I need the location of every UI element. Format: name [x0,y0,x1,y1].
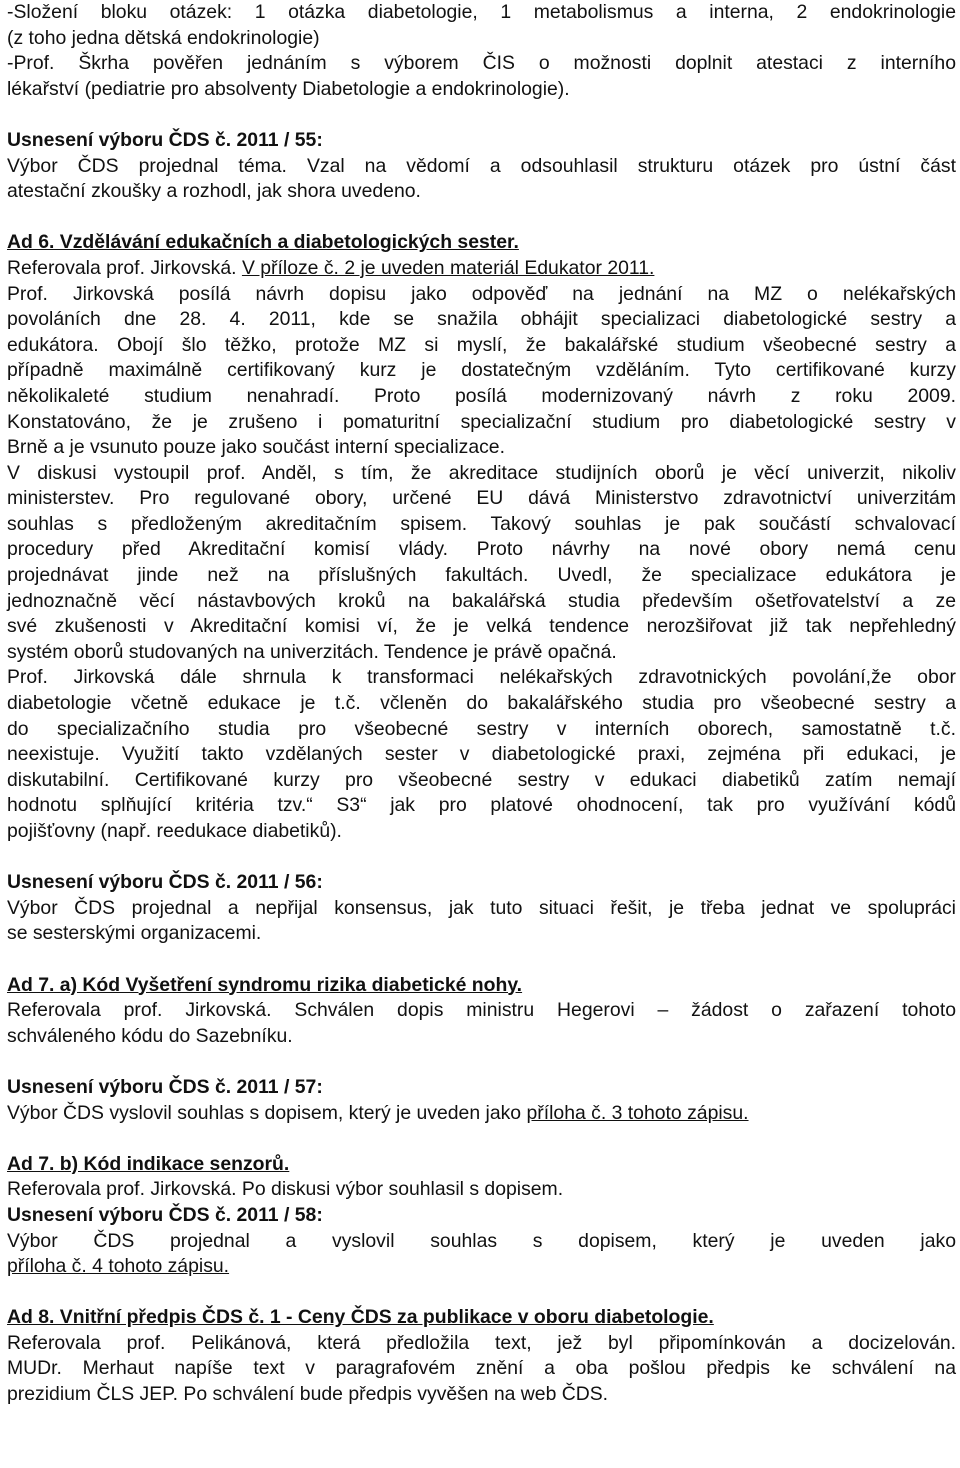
text-line: Výbor ČDS projednal a vyslovil souhlas s dopisem, který je uveden jako [7,1229,956,1252]
text-line: jednoznačně věcí nástavbových kroků na bakalářská studia především ošetřovatelství a ze [7,589,956,612]
text-line: (z toho jedna dětská endokrinologie) [7,26,320,49]
reference-text: Referovala prof. Jirkovská. [7,256,242,279]
text-line: projednávat jinde než na příslušných fakultách. Uvedl, že specializace edukátora je [7,564,956,587]
agenda-item-8 [7,1305,956,1407]
text-line: procedury před Akreditační komisí vlády. Proto návrhy na nové obory nemá cenu [7,538,956,561]
text-line: Brně a je vsunuto pouze jako součást interní specializace. [7,436,505,459]
text-line: Referovala prof. Pelikánová, která předložila text, jež byl připomínkován a docizelován. [7,1331,956,1354]
text-line: atestační zkoušky a rozhodl, jak shora uvedeno. [7,180,421,203]
resolution-56 [7,870,956,947]
text-line: Prof. Jirkovská posílá návrh dopisu jako odpověď na jednání na MZ o nelékařských [7,282,956,305]
text-line: V diskusi vystoupil prof. Anděl, s tím, že akreditace studijních oborů je věcí univerzit, nikoliv [7,461,956,484]
text-line: edukátora. Obojí šlo těžko, protože MZ si myslí, že bakalářské studium všeobecné sestry a [7,333,956,356]
text-line: systém oborů studovaných na univerzitách. Tendence je právě opačná. [7,640,617,663]
intro-paragraph [7,0,956,102]
text-line: MUDr. Merhaut napíše text v paragrafovém znění a oba pošlou předpis ke schválení na [7,1357,956,1380]
document-page [7,0,956,1408]
text-line: -Složení bloku otázek: 1 otázka diabetologie, 1 metabolismus a interna, 2 endokrinologie [7,1,956,23]
resolution-55 [7,128,956,205]
text-line: lékařství (pediatrie pro absolventy Diabetologie a endokrinologie). [7,77,570,100]
text-line: Referovala prof. Jirkovská. Schválen dopis ministru Hegerovi – žádost o zařazení tohoto [7,999,956,1022]
text-line: pojišťovny (např. reedukace diabetiků). [7,820,342,842]
reference-line [7,256,956,282]
text-line: Referovala prof. Jirkovská. Po diskusi výbor souhlasil s dopisem. [7,1178,564,1201]
text-line: případně maximálně certifikovaný kurz je dostatečným vzděláním. Tyto certifikované kurzy [7,359,956,382]
text-line: -Prof. Škrha pověřen jednáním s výborem ČIS o možnosti doplnit atestaci z interního [7,52,956,75]
attachment-reference: příloha č. 3 tohoto zápisu. [526,1101,749,1124]
text-line: do specializačního studia pro všeobecné sestry v interních oborech, samostatně t.č. [7,717,956,740]
agenda-item-7a [7,973,956,1050]
section-heading: Ad 6. Vzdělávání edukačních a diabetologických sester. [7,231,519,254]
resolution-heading: Usnesení výboru ČDS č. 2011 / 56: [7,871,323,894]
text-line: diabetologie včetně edukace je t.č. včleněn do bakalářského studia pro všeobecné sestry a [7,692,956,715]
text-line [7,1101,956,1127]
section-heading: Ad 7. a) Kód Vyšetření syndromu rizika diabetické nohy. [7,973,523,996]
resolution-heading: Usnesení výboru ČDS č. 2011 / 57: [7,1075,323,1098]
text-line: Prof. Jirkovská dále shrnula k transformaci nelékařských zdravotnických povolání,že obor [7,666,956,689]
text-line: souhlas s předloženým akreditačním spisem. Takový souhlas je pak součástí schvalovací [7,512,956,535]
resolution-57 [7,1075,956,1126]
text-line: ministerstev. Pro regulované obory, určené EU dává Ministerstvo zdravotnictví univerzitám [7,487,956,510]
attachment-reference: V příloze č. 2 je uveden materiál Edukator 2011. [241,256,655,279]
resolution-heading: Usnesení výboru ČDS č. 2011 / 55: [7,128,323,151]
text-line: hodnotu splňující kritéria tzv.“ S3“ jak pro platové ohodnocení, tak pro využívání kódů [7,794,956,817]
text-line: Konstatováno, že je zrušeno i pomaturitní specializační studium pro diabetologické sestry v [7,410,956,433]
agenda-item-7b [7,1152,956,1203]
resolution-heading: Usnesení výboru ČDS č. 2011 / 58: [7,1203,323,1226]
text-line: několikaleté studium nenahradí. Proto posílá modernizovaný návrh z roku 2009. [7,384,956,407]
section-heading: Ad 8. Vnitřní předpis ČDS č. 1 - Ceny ČDS za publikace v oboru diabetologie. [7,1306,714,1329]
text-line: Výbor ČDS projednal téma. Vzal na vědomí a odsouhlasil strukturu otázek pro ústní část [7,154,956,177]
text-line: povoláních dne 28. 4. 2011, kde se snažila obhájit specializaci diabetologické sestry a [7,308,956,331]
text-line: prezidium ČLS JEP. Po schválení bude předpis vyvěšen na web ČDS. [7,1383,609,1406]
text-line: své zkušenosti v Akreditační komisi ví, že je velká tendence nerozšiřovat již tak nepřehledný [7,615,956,638]
text-line [7,1254,956,1280]
resolution-text: Výbor ČDS vyslovil souhlas s dopisem, který je uveden jako [7,1101,527,1124]
attachment-reference: příloha č. 4 tohoto zápisu. [7,1255,230,1278]
text-line: schváleného kódu do Sazebníku. [7,1024,293,1047]
text-line: Výbor ČDS projednal a nepřijal konsensus, jak tuto situaci řešit, je třeba jednat ve spolupráci [7,896,956,919]
text-line: diskutabilní. Certifikované kurzy pro všeobecné sestry v edukaci diabetiků zatím nemají [7,768,956,791]
resolution-58 [7,1203,956,1280]
section-heading: Ad 7. b) Kód indikace senzorů. [7,1152,290,1175]
agenda-item-6 [7,230,956,844]
text-line: neexistuje. Využití takto vzdělaných sester v diabetologické praxi, zejména při edukaci, je [7,743,956,766]
text-line: se sesterskými organizacemi. [7,922,262,945]
